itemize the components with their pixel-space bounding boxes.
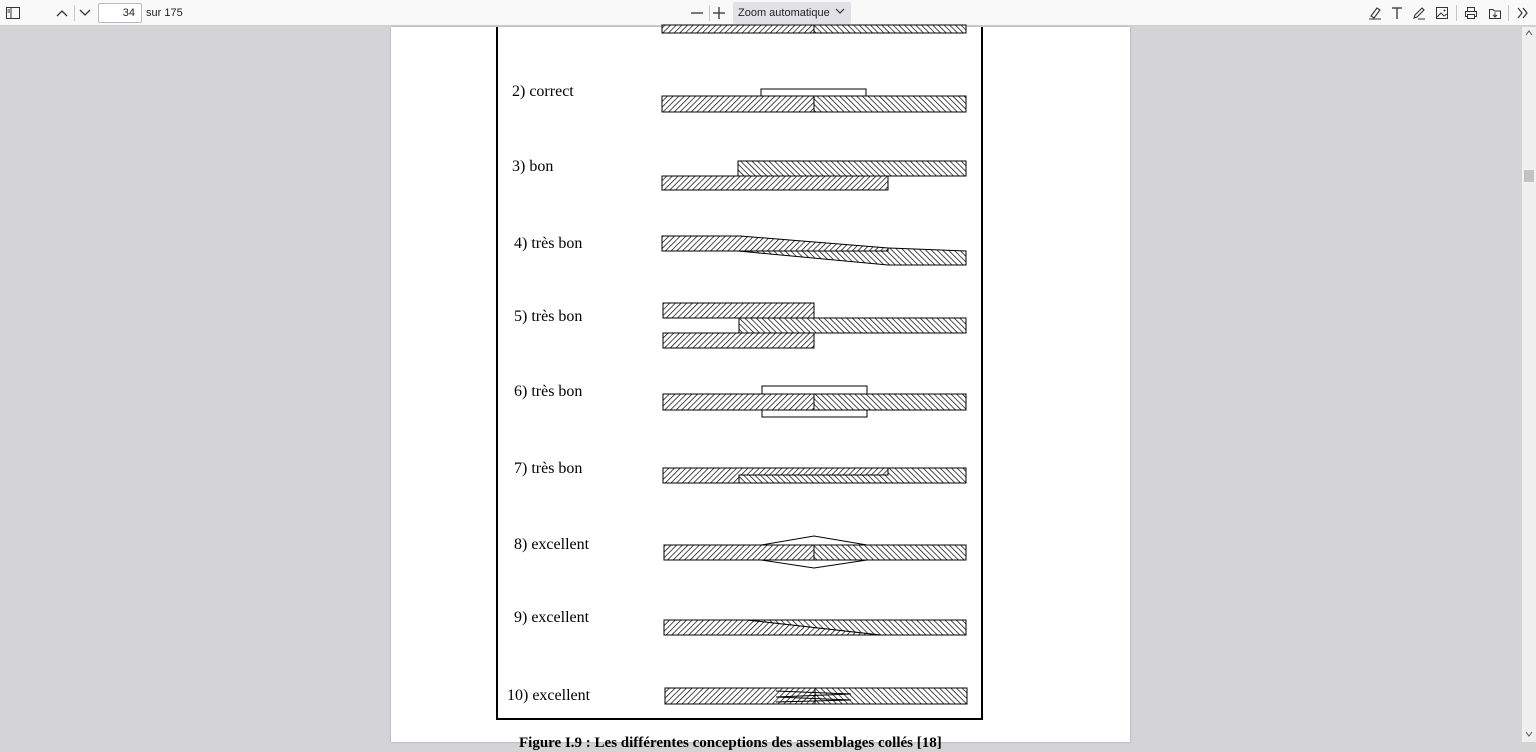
previous-page-icon[interactable] xyxy=(51,3,73,23)
print-icon[interactable] xyxy=(1460,3,1482,23)
joint-6-left-plate xyxy=(663,394,814,410)
text-icon[interactable] xyxy=(1386,3,1408,23)
draw-icon[interactable] xyxy=(1408,3,1430,23)
joint-3-top-plate xyxy=(738,161,966,176)
joint-2-right-plate xyxy=(814,96,966,112)
joint-5-center-plate xyxy=(739,318,966,333)
joint-3-bottom-plate xyxy=(662,176,888,190)
joint-6-bottom-cover xyxy=(762,410,867,417)
joint-label-4: 4) très bon xyxy=(514,235,583,252)
image-icon[interactable] xyxy=(1431,3,1453,23)
joint-designs-figure xyxy=(391,27,1130,742)
joint-2-left-plate xyxy=(662,96,814,112)
zoom-select-value: Zoom automatique xyxy=(738,7,830,19)
zoom-out-icon[interactable] xyxy=(686,3,708,23)
save-icon[interactable] xyxy=(1484,3,1506,23)
joint-label-6: 6) très bon xyxy=(514,383,583,400)
joint-5-lower-strap xyxy=(663,333,814,348)
scroll-up-icon[interactable] xyxy=(1525,30,1533,36)
vertical-scrollbar[interactable] xyxy=(1522,27,1536,742)
page-total-label: sur 175 xyxy=(146,7,183,19)
toolbar-separator xyxy=(1508,5,1509,21)
chevron-down-icon xyxy=(835,6,845,19)
joint-5-upper-strap xyxy=(663,303,814,318)
pdf-toolbar xyxy=(0,0,1536,26)
highlight-icon[interactable] xyxy=(1364,3,1386,23)
figure-caption: Figure I.9 : Les différentes conceptions des assemblages collés [18] xyxy=(519,735,942,751)
joint-4-lower-plate xyxy=(738,248,966,265)
zoom-select[interactable] xyxy=(733,2,851,24)
joint-6-top-cover xyxy=(762,386,867,394)
joint-label-10: 10) excellent xyxy=(507,687,591,704)
document-viewer[interactable] xyxy=(0,27,1522,751)
joint-8-right-plate xyxy=(814,545,966,560)
joint-1-right-plate xyxy=(814,25,966,33)
pdf-page xyxy=(391,27,1130,751)
joint-label-2: 2) correct xyxy=(512,83,574,100)
joint-8-top-bevel xyxy=(761,536,867,545)
joint-6-right-plate xyxy=(814,394,966,410)
more-tools-icon[interactable] xyxy=(1512,3,1534,23)
joint-label-8: 8) excellent xyxy=(514,536,590,553)
joint-1-left-plate xyxy=(662,25,814,33)
joint-10-right-plate xyxy=(815,688,967,704)
next-page-icon[interactable] xyxy=(74,3,96,23)
joint-label-7: 7) très bon xyxy=(514,460,583,477)
joint-label-3: 3) bon xyxy=(512,158,554,175)
joint-8-left-plate xyxy=(664,545,814,560)
joint-label-9: 9) excellent xyxy=(514,609,590,626)
toolbar-separator xyxy=(1456,5,1457,21)
zoom-in-icon[interactable] xyxy=(708,3,730,23)
sidebar-toggle-icon[interactable] xyxy=(2,3,24,23)
joint-4-upper-plate xyxy=(662,236,888,251)
joint-2-cover xyxy=(761,89,866,96)
joint-8-bottom-bevel xyxy=(761,560,867,568)
scrollbar-thumb[interactable] xyxy=(1524,170,1534,182)
scroll-down-icon[interactable] xyxy=(1525,731,1533,737)
joint-label-5: 5) très bon xyxy=(514,308,583,325)
page-number-input[interactable] xyxy=(98,3,142,23)
